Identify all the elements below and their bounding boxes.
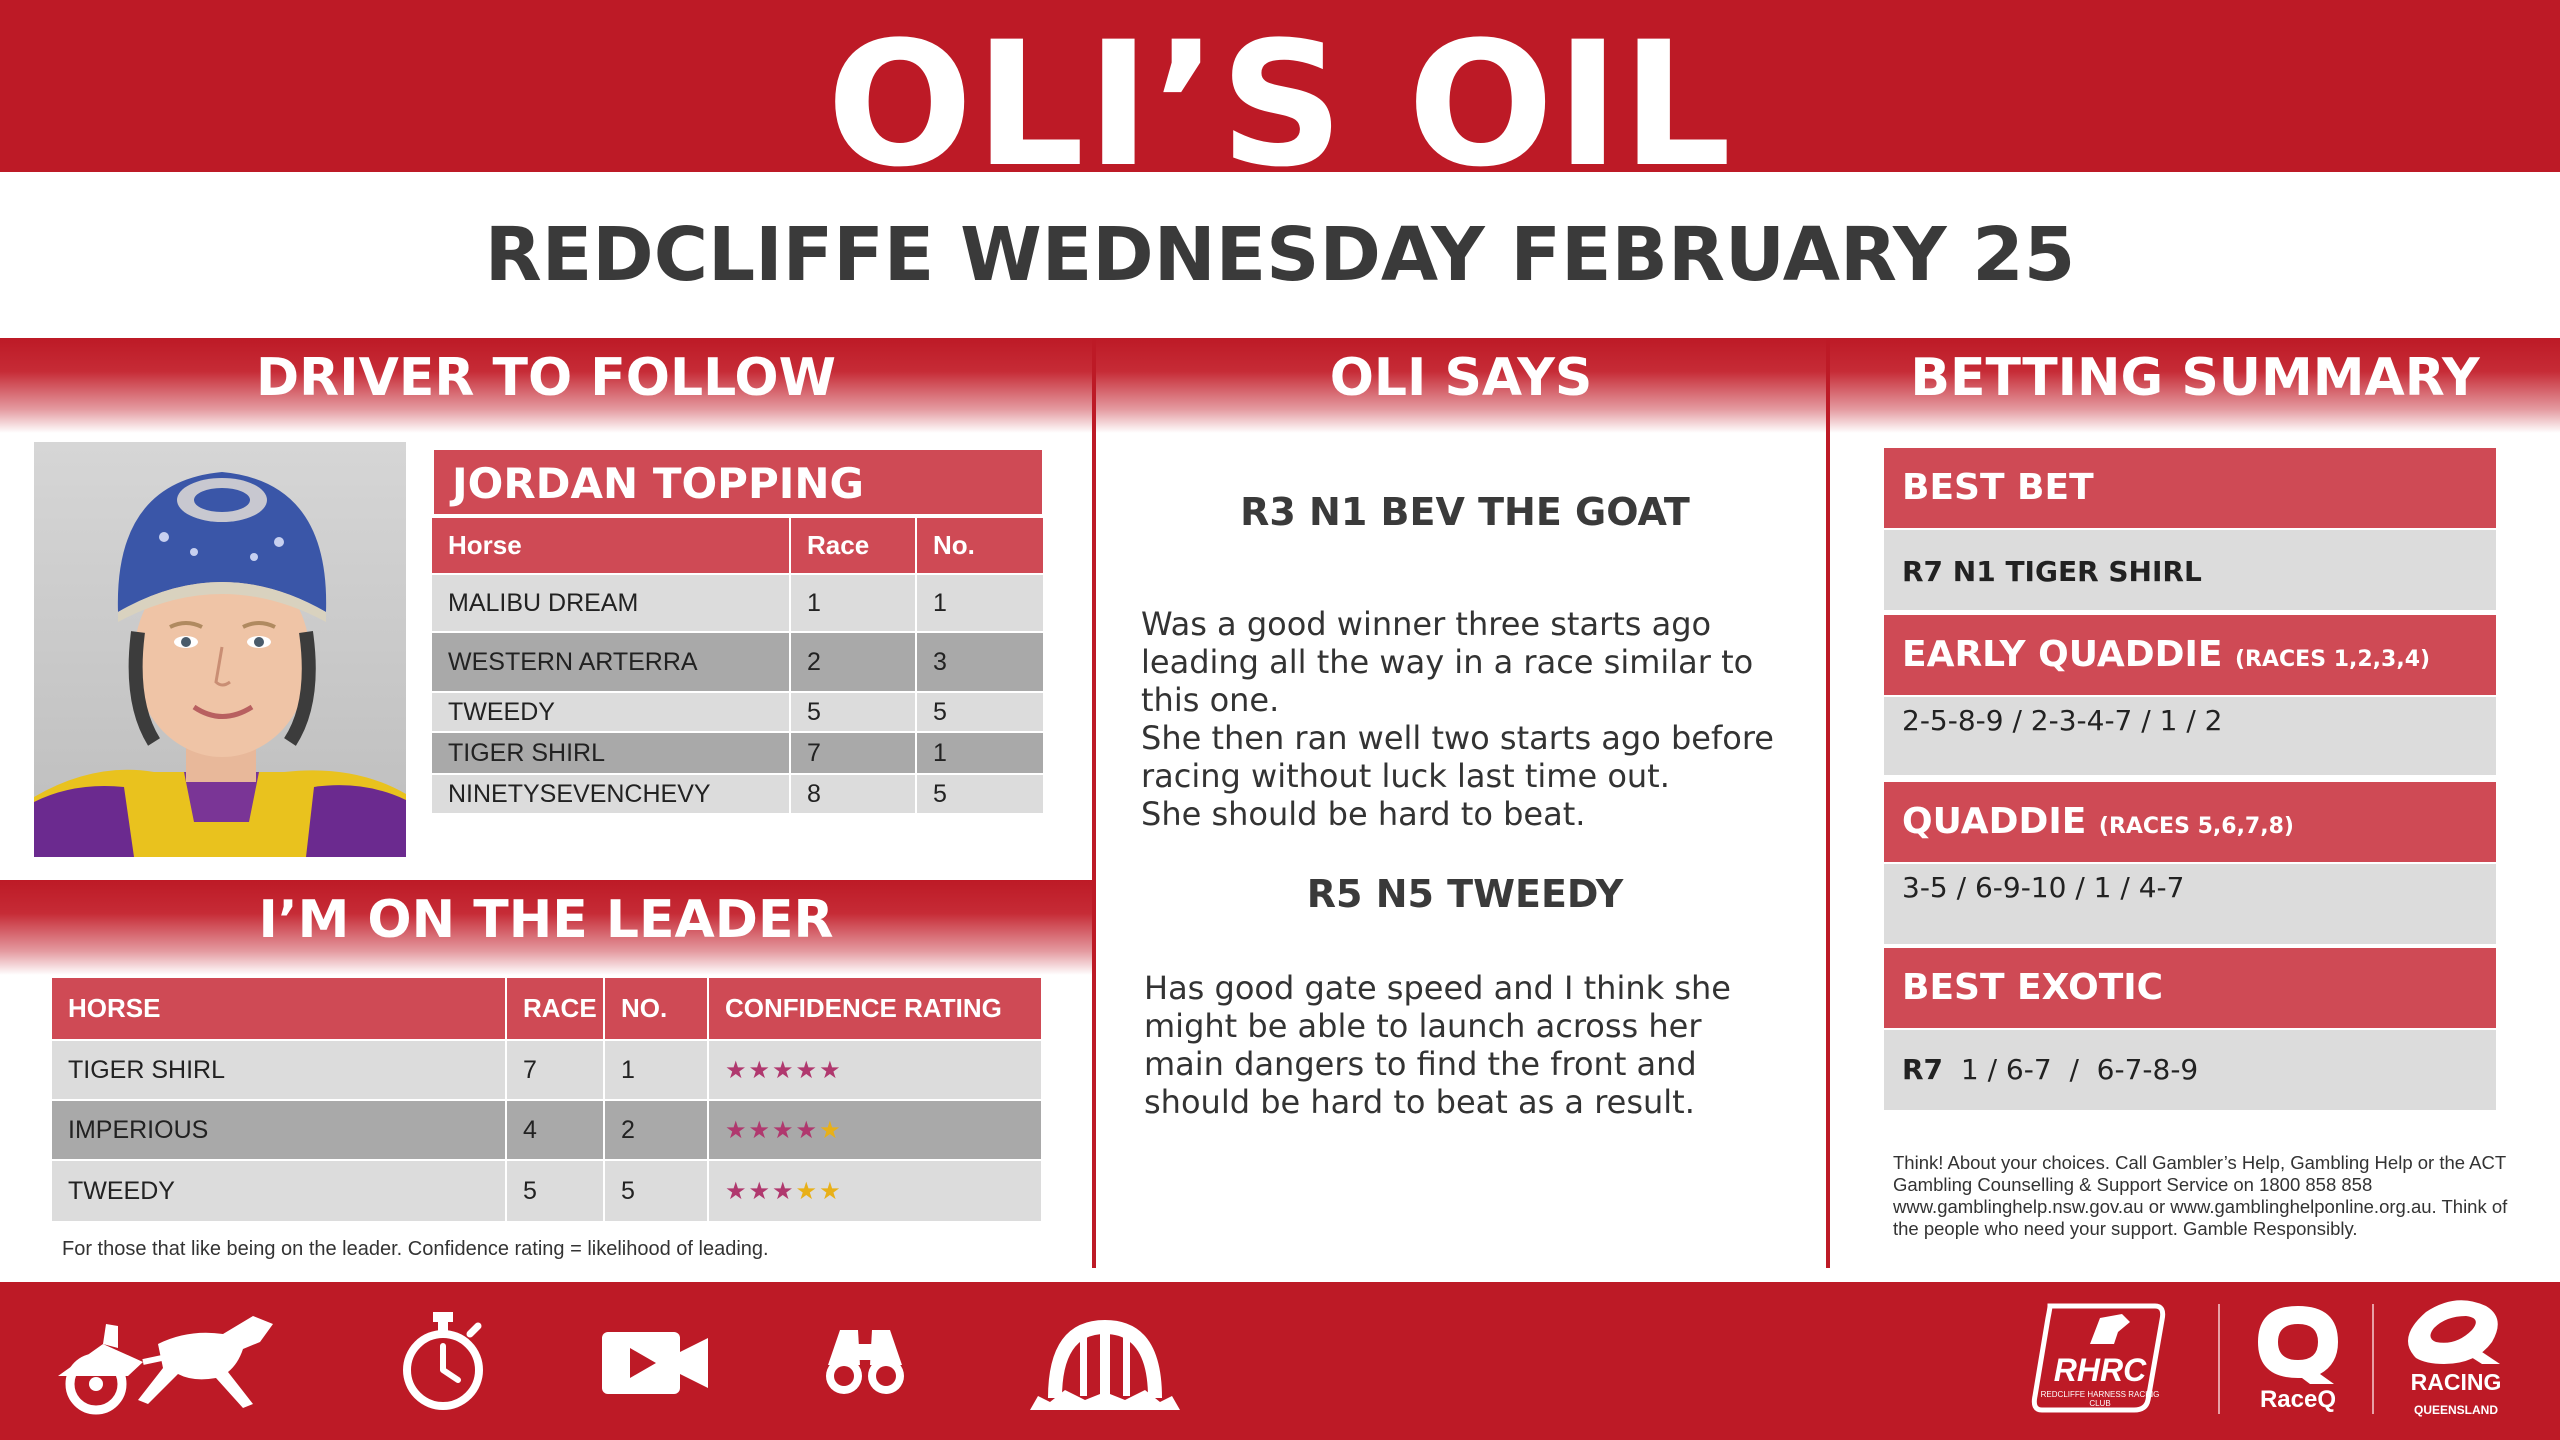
star-filled-icon: ★ <box>795 1056 820 1084</box>
number-cell: 2 <box>604 1100 708 1160</box>
tip-text: Has good gate speed and I think she might be able to launch across her main dangers to find the front and should be hard to beat as a result. <box>1144 969 1731 1121</box>
column-header: CONFIDENCE RATING <box>708 978 1042 1040</box>
best-bet-label: BEST BET <box>1884 448 2496 528</box>
driver-name: JORDAN TOPPING <box>432 448 1044 516</box>
horse-cell: TIGER SHIRL <box>432 732 790 774</box>
quaddie-value: 3-5 / 6-9-10 / 1 / 4-7 <box>1884 864 2496 944</box>
horse-cell: TWEEDY <box>432 692 790 732</box>
confidence-rating <box>708 1160 1042 1222</box>
best-exotic-label: BEST EXOTIC <box>1884 948 2496 1028</box>
number-cell: 5 <box>604 1160 708 1222</box>
race-cell: 1 <box>790 574 916 632</box>
rhrc-logo-text: RHRC <box>2053 1352 2147 1388</box>
horse-cell: MALIBU DREAM <box>432 574 790 632</box>
early-quaddie-header <box>1884 615 2496 695</box>
horse-cell: WESTERN ARTERRA <box>432 632 790 692</box>
horse-cell: IMPERIOUS <box>52 1100 506 1160</box>
table-row <box>52 1100 1042 1160</box>
star-rating <box>725 1178 843 1205</box>
racing-queensland-line2: QUEENSLAND <box>2413 1403 2498 1417</box>
responsible-gambling-disclaimer: Think! About your choices. Call Gambler’s Help, Gambling Help or the ACT Gambling Counselling & Support Service on 1800 858 858 www.gamblinghelp.nsw.gov.au or www.gamblinghelponline.org.au. Think of the people who need your support. Gamble Responsibly. <box>1893 1152 2508 1239</box>
star-filled-icon: ★ <box>748 1177 773 1205</box>
video-camera-icon <box>600 1322 710 1407</box>
leader-note: For those that like being on the leader. Confidence rating = likelihood of leading. <box>62 1238 769 1260</box>
racing-queensland-logo-text <box>2396 1370 2516 1422</box>
race-cell: 5 <box>506 1160 604 1222</box>
tip-heading: R3 N1 BEV THE GOAT <box>1240 490 1690 534</box>
quaddie-label: QUADDIE <box>1902 801 2087 842</box>
number-cell: 1 <box>916 574 1044 632</box>
star-filled-icon: ★ <box>772 1177 796 1205</box>
quaddie-header <box>1884 782 2496 862</box>
number-cell: 1 <box>604 1040 708 1100</box>
driver-horses-table <box>432 518 1045 815</box>
star-rating <box>725 1057 843 1084</box>
star-filled-icon: ★ <box>819 1056 843 1084</box>
number-cell: 3 <box>916 632 1044 692</box>
racing-queensland-logo <box>2396 1298 2516 1422</box>
column-header: HORSE <box>52 978 506 1040</box>
horse-cell: TWEEDY <box>52 1160 506 1222</box>
star-rating <box>725 1117 843 1144</box>
column-divider <box>1092 338 1096 1268</box>
table-row <box>432 692 1044 732</box>
star-filled-icon: ★ <box>725 1116 749 1144</box>
column-header: RACE <box>506 978 604 1040</box>
race-cell: 2 <box>790 632 916 692</box>
table-row <box>432 632 1044 692</box>
star-filled-icon: ★ <box>795 1116 820 1144</box>
star-filled-icon: ★ <box>772 1116 796 1144</box>
oli-says-title: OLI SAYS <box>1329 348 1593 408</box>
early-quaddie-value: 2-5-8-9 / 2-3-4-7 / 1 / 2 <box>1884 697 2496 775</box>
oli-says-header <box>1096 338 1826 433</box>
column-header: No. <box>916 518 1044 574</box>
horse-cell: TIGER SHIRL <box>52 1040 506 1100</box>
early-quaddie-label: EARLY QUADDIE <box>1902 634 2223 675</box>
star-filled-icon: ★ <box>772 1056 796 1084</box>
footer-band <box>0 1282 2560 1440</box>
racing-queensland-line1: RACING <box>2410 1369 2502 1395</box>
betting-summary-header <box>1830 338 2560 433</box>
table-row <box>432 574 1044 632</box>
star-filled-icon: ★ <box>725 1177 749 1205</box>
table-header-row <box>52 978 1042 1040</box>
number-cell: 5 <box>916 774 1044 814</box>
betting-summary-title: BETTING SUMMARY <box>1910 348 2480 408</box>
best-exotic-value <box>1884 1030 2496 1110</box>
horse-cell: NINETYSEVENCHEVY <box>432 774 790 814</box>
race-cell: 8 <box>790 774 916 814</box>
tip-heading: R5 N5 TWEEDY <box>1306 872 1624 916</box>
table-row <box>52 1040 1042 1100</box>
star-filled-icon: ★ <box>725 1056 749 1084</box>
logo-divider <box>2218 1304 2220 1414</box>
quaddie-races: (RACES 5,6,7,8) <box>2098 814 2294 839</box>
rhrc-logo-subtext: REDCLIFFE HARNESS RACING CLUB <box>2040 1390 2160 1408</box>
logo-divider <box>2372 1304 2374 1414</box>
column-header: NO. <box>604 978 708 1040</box>
confidence-rating <box>708 1100 1042 1160</box>
raceq-logo <box>2248 1300 2348 1420</box>
column-divider <box>1826 338 1830 1268</box>
leader-section-header <box>0 880 1092 975</box>
number-cell: 1 <box>916 732 1044 774</box>
stopwatch-icon <box>398 1312 488 1417</box>
best-exotic-race: R7 <box>1902 1053 1944 1086</box>
column-header: Horse <box>432 518 790 574</box>
driver-section-header <box>0 338 1092 433</box>
star-empty-icon: ★ <box>819 1177 843 1205</box>
rhrc-logo <box>2030 1296 2170 1420</box>
race-cell: 7 <box>790 732 916 774</box>
star-filled-icon: ★ <box>748 1056 773 1084</box>
best-bet-value: R7 N1 TIGER SHIRL <box>1884 530 2496 610</box>
race-cell: 5 <box>790 692 916 732</box>
table-row <box>432 774 1044 814</box>
star-filled-icon: ★ <box>748 1116 773 1144</box>
driver-section-title: DRIVER TO FOLLOW <box>256 348 836 408</box>
star-empty-icon: ★ <box>819 1116 843 1144</box>
race-cell: 4 <box>506 1100 604 1160</box>
number-cell: 5 <box>916 692 1044 732</box>
table-row <box>432 732 1044 774</box>
leader-table <box>52 978 1043 1223</box>
star-empty-icon: ★ <box>795 1177 820 1205</box>
column-header: Race <box>790 518 916 574</box>
harness-racing-icon <box>48 1304 288 1424</box>
tip-text: Was a good winner three starts ago leading all the way in a race similar to this one. She then ran well two starts ago before racing without luck last time out. She should be hard to beat. <box>1141 605 1774 833</box>
best-exotic-combination: 1 / 6-7 / 6-7-8-9 <box>1960 1053 2199 1086</box>
brand-title: OLI’S OIL <box>826 10 1734 200</box>
race-cell: 7 <box>506 1040 604 1100</box>
leader-section-title: I’M ON THE LEADER <box>258 890 834 950</box>
confidence-rating <box>708 1040 1042 1100</box>
table-row <box>52 1160 1042 1222</box>
event-title: REDCLIFFE WEDNESDAY FEBRUARY 25 <box>484 212 2076 298</box>
raceq-logo-text: RaceQ <box>2259 1386 2337 1413</box>
table-header-row <box>432 518 1044 574</box>
binoculars-icon <box>820 1320 910 1405</box>
driver-photo <box>34 442 406 857</box>
early-quaddie-races: (RACES 1,2,3,4) <box>2235 647 2431 672</box>
barrier-gate-icon <box>1030 1310 1180 1415</box>
